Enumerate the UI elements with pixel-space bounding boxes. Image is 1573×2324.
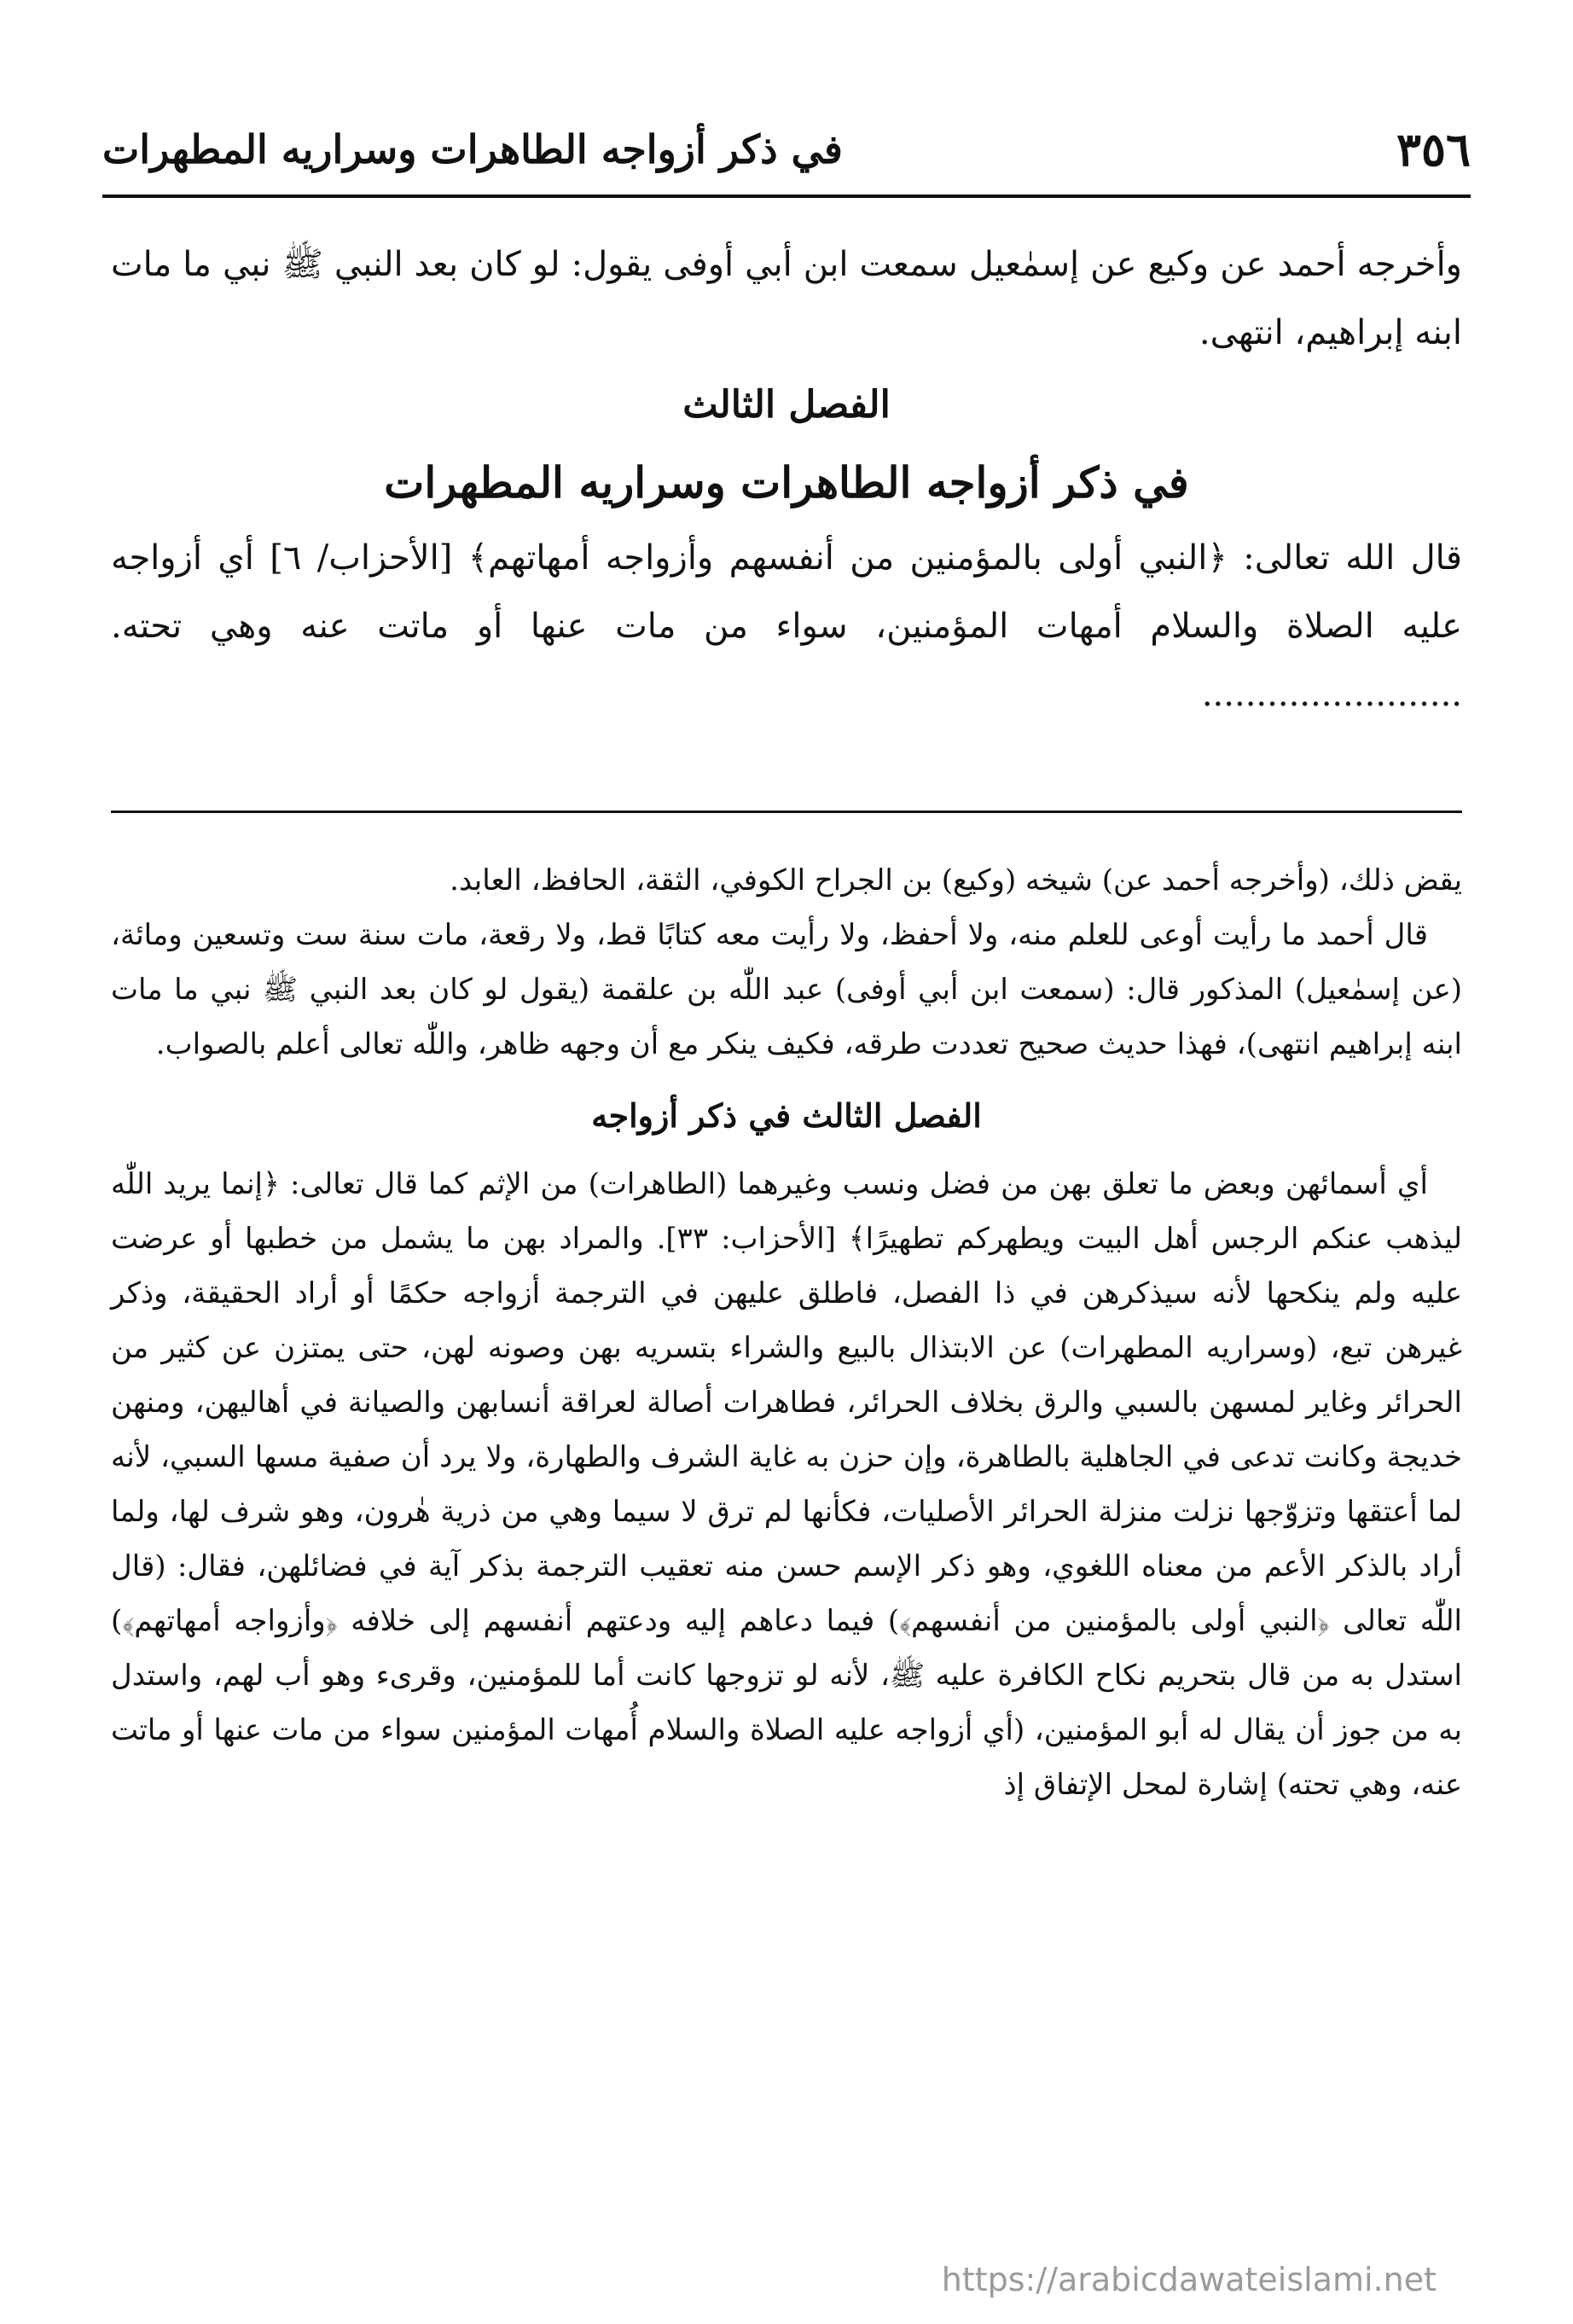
main-paragraph-1: وأخرجه أحمد عن وكيع عن إسمٰعيل سمعت ابن أبي أوفى يقول: لو كان بعد النبي ﷺ نبي ما مات ابنه إبراهيم، انتهى.	[111, 245, 1462, 352]
page-header	[102, 111, 1471, 188]
watermark-url: https://arabicdawateislami.net	[941, 2261, 1437, 2298]
chapter-title: الفصل الثالث	[682, 383, 891, 427]
commentary-paragraph-3: أي أسمائهن وبعض ما تعلق بهن من فضل ونسب وغيرهما (الطاهرات) من الإثم كما قال تعالى: ﴿إنما يريد اللّٰه ليذهب عنكم الرجس أهل البيت ويطهركم تطهيرًا﴾ [الأحزاب: ٣٣]. والمراد بهن ما يشمل من خطبها أو عرضت عليه ولم ينكحها لأنه سيذكرهن في ذا الفصل، فاطلق عليهن في الترجمة أزواجه حكمًا أو أراد الحقيقة، وذكر غيرهن تبع، (وسراريه المطهرات) عن الابتذال بالبيع والشراء بتسريه بهن وصونه لهن، حتى يمتزن عن كثير من الحرائر وغاير لمسهن بالسبي والرق بخلاف الحرائر، فطاهرات أصالة لعراقة أنسابهن والصيانة في أهاليهن، ومنهن خديجة وكانت تدعى في الجاهلية بالطاهرة، وإن حزن به غاية الشرف والطهارة، ولا يرد أن صفية مسها السبي، لأنه لما أعتقها وتزوّجها نزلت منزلة الحرائر الأصليات، فكأنها لم ترق لا سيما وهي من ذرية هٰرون، وهو شرف لها، ولما أراد بالذكر الأعم من معناه اللغوي، وهو ذكر الإسم حسن منه تعقيب الترجمة بذكر آية في فضائلهن، فقال: (قال اللّٰه تعالى ﴿النبي أولى بالمؤمنين من أنفسهم﴾) فيما دعاهم إليه ودعتهم أنفسهم إلى خلافه ﴿وأزواجه أمهاتهم﴾) استدل به من قال بتحريم نكاح الكافرة عليه ﷺ، لأنه لو تزوجها كانت أما للمؤمنين، وقرىء وهو أب لهم، واستدل به من جوز أن يقال له أبو المؤمنين، (أي أزواجه عليه الصلاة والسلام أُمهات المؤمنين سواء من مات عنها أو ماتت عنه، وهي تحته) إشارة لمحل الإتفاق إذ	[111, 1167, 1463, 1802]
page-number: ٣٥٦	[1396, 122, 1471, 177]
main-paragraph-2: قال الله تعالى: ﴿النبي أولى بالمؤمنين من أنفسهم وأزواجه أمهاتهم﴾ [الأحزاب/ ٦] أي أزواجه عليه الصلاة والسلام أمهات المؤمنين، سواء من مات عنها أو ماتت عنه وهي تحته. ........................	[111, 538, 1462, 714]
main-text	[111, 230, 1462, 729]
running-title: في ذكر أزواجه الطاهرات وسراريه المطهرات	[102, 126, 843, 172]
commentary-paragraph-2: قال أحمد ما رأيت أوعى للعلم منه، ولا أحفظ، ولا رأيت معه كتابًا قط، ولا رقعة، مات سنة ست وتسعين ومائة، (عن إسمٰعيل) المذكور قال: (سمعت ابن أبي أوفى) عبد اللّٰه بن علقمة (يقول لو كان بعد النبي ﷺ نبي ما مات ابنه إبراهيم انتهى)، فهذا حديث صحيح تعددت طرقه، فكيف ينكر مع أن وجهه ظاهر، واللّٰه تعالى أعلم بالصواب.	[111, 918, 1462, 1061]
footnote-divider	[111, 810, 1462, 813]
commentary-text	[111, 853, 1462, 1812]
header-rule	[102, 195, 1471, 198]
commentary-paragraph-1: يقض ذلك، (وأخرجه أحمد عن) شيخه (وكيع) بن الجراح الكوفي، الثقة، الحافظ، العابد.	[450, 863, 1462, 898]
section-title: في ذكر أزواجه الطاهرات وسراريه المطهرات	[384, 457, 1189, 508]
commentary-subtitle: الفصل الثالث في ذكر أزواجه	[591, 1096, 982, 1135]
